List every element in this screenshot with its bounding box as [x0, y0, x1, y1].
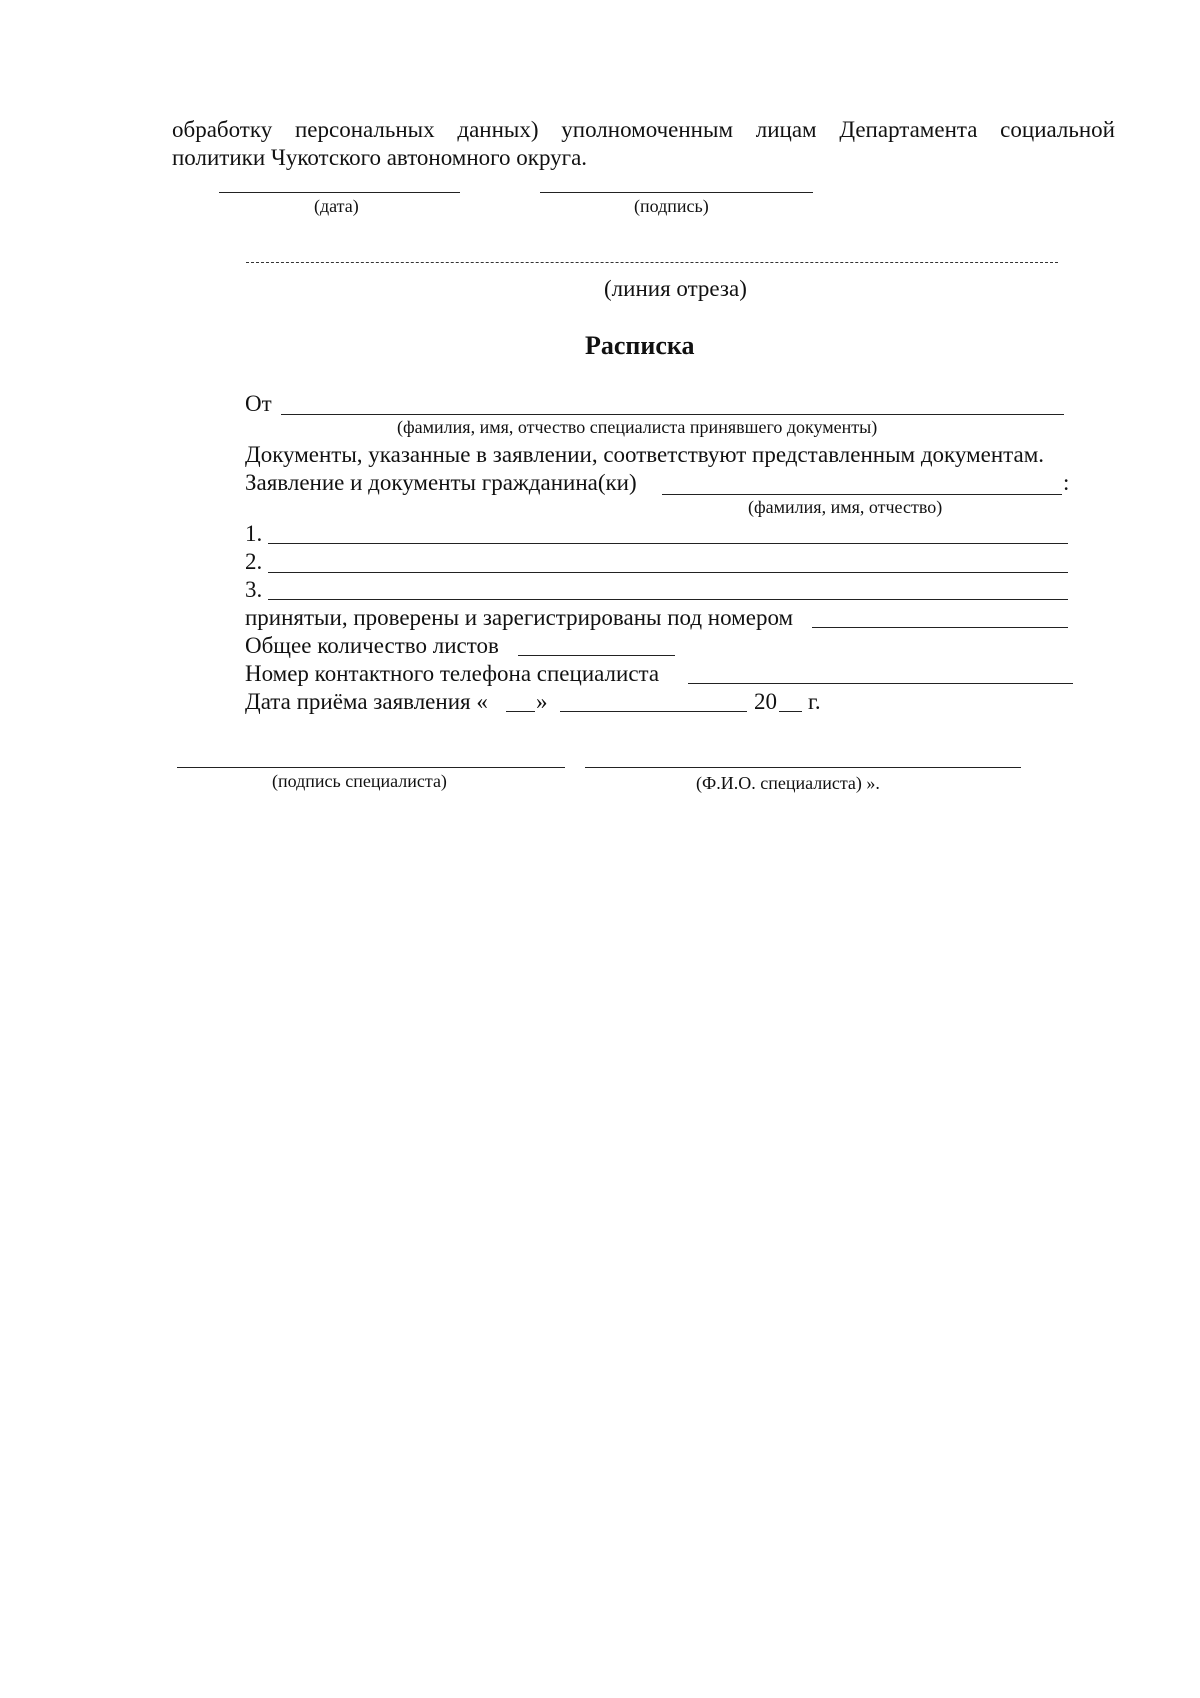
date-close-quote: »: [536, 689, 548, 714]
intro-line-1: обработку персональных данных) уполномоченным лицам Департамента социальной: [172, 117, 1115, 142]
cut-line: [246, 262, 1058, 263]
date-caption: (дата): [314, 196, 359, 216]
date-prefix: Дата приёма заявления «: [245, 689, 488, 714]
citizen-blank-line: [662, 494, 1062, 495]
date-year-suffix: г.: [808, 689, 821, 714]
item-3-blank-line: [268, 599, 1068, 600]
signature-caption: (подпись): [634, 196, 709, 216]
from-blank-line: [281, 414, 1064, 415]
sheets-blank-line: [518, 655, 675, 656]
signature-blank-line: [540, 192, 813, 193]
sheets-label: Общее количество листов: [245, 633, 499, 658]
from-caption: (фамилия, имя, отчество специалиста принявшего документы): [397, 417, 878, 437]
specialist-name-caption: (Ф.И.О. специалиста) ».: [696, 773, 880, 793]
item-2-blank-line: [268, 572, 1068, 573]
item-number-2: 2.: [245, 549, 263, 574]
docs-match-text: Документы, указанные в заявлении, соответствуют представленным документам.: [245, 442, 1045, 467]
date-year-blank-line: [779, 711, 802, 712]
date-month-blank-line: [560, 711, 747, 712]
from-label: От: [245, 391, 272, 416]
cut-line-caption: (линия отреза): [604, 276, 747, 301]
item-number-1: 1.: [245, 521, 263, 546]
specialist-signature-blank-line: [177, 767, 565, 768]
citizen-label: Заявление и документы гражданина(ки): [245, 470, 637, 495]
specialist-name-blank-line: [585, 767, 1021, 768]
specialist-signature-caption: (подпись специалиста): [272, 771, 447, 791]
citizen-colon: :: [1063, 470, 1070, 495]
phone-label: Номер контактного телефона специалиста: [245, 661, 660, 686]
item-number-3: 3.: [245, 577, 263, 602]
date-blank-line: [219, 192, 460, 193]
receipt-title: Расписка: [585, 331, 695, 360]
registered-label: принятыи, проверены и зарегистрированы под номером: [245, 605, 794, 630]
item-1-blank-line: [268, 543, 1068, 544]
phone-blank-line: [688, 683, 1073, 684]
intro-line-2: политики Чукотского автономного округа.: [172, 145, 588, 170]
date-year-prefix: 20: [754, 689, 777, 714]
registered-number-blank-line: [812, 627, 1068, 628]
date-day-blank-line: [506, 711, 535, 712]
citizen-caption: (фамилия, имя, отчество): [748, 497, 943, 517]
